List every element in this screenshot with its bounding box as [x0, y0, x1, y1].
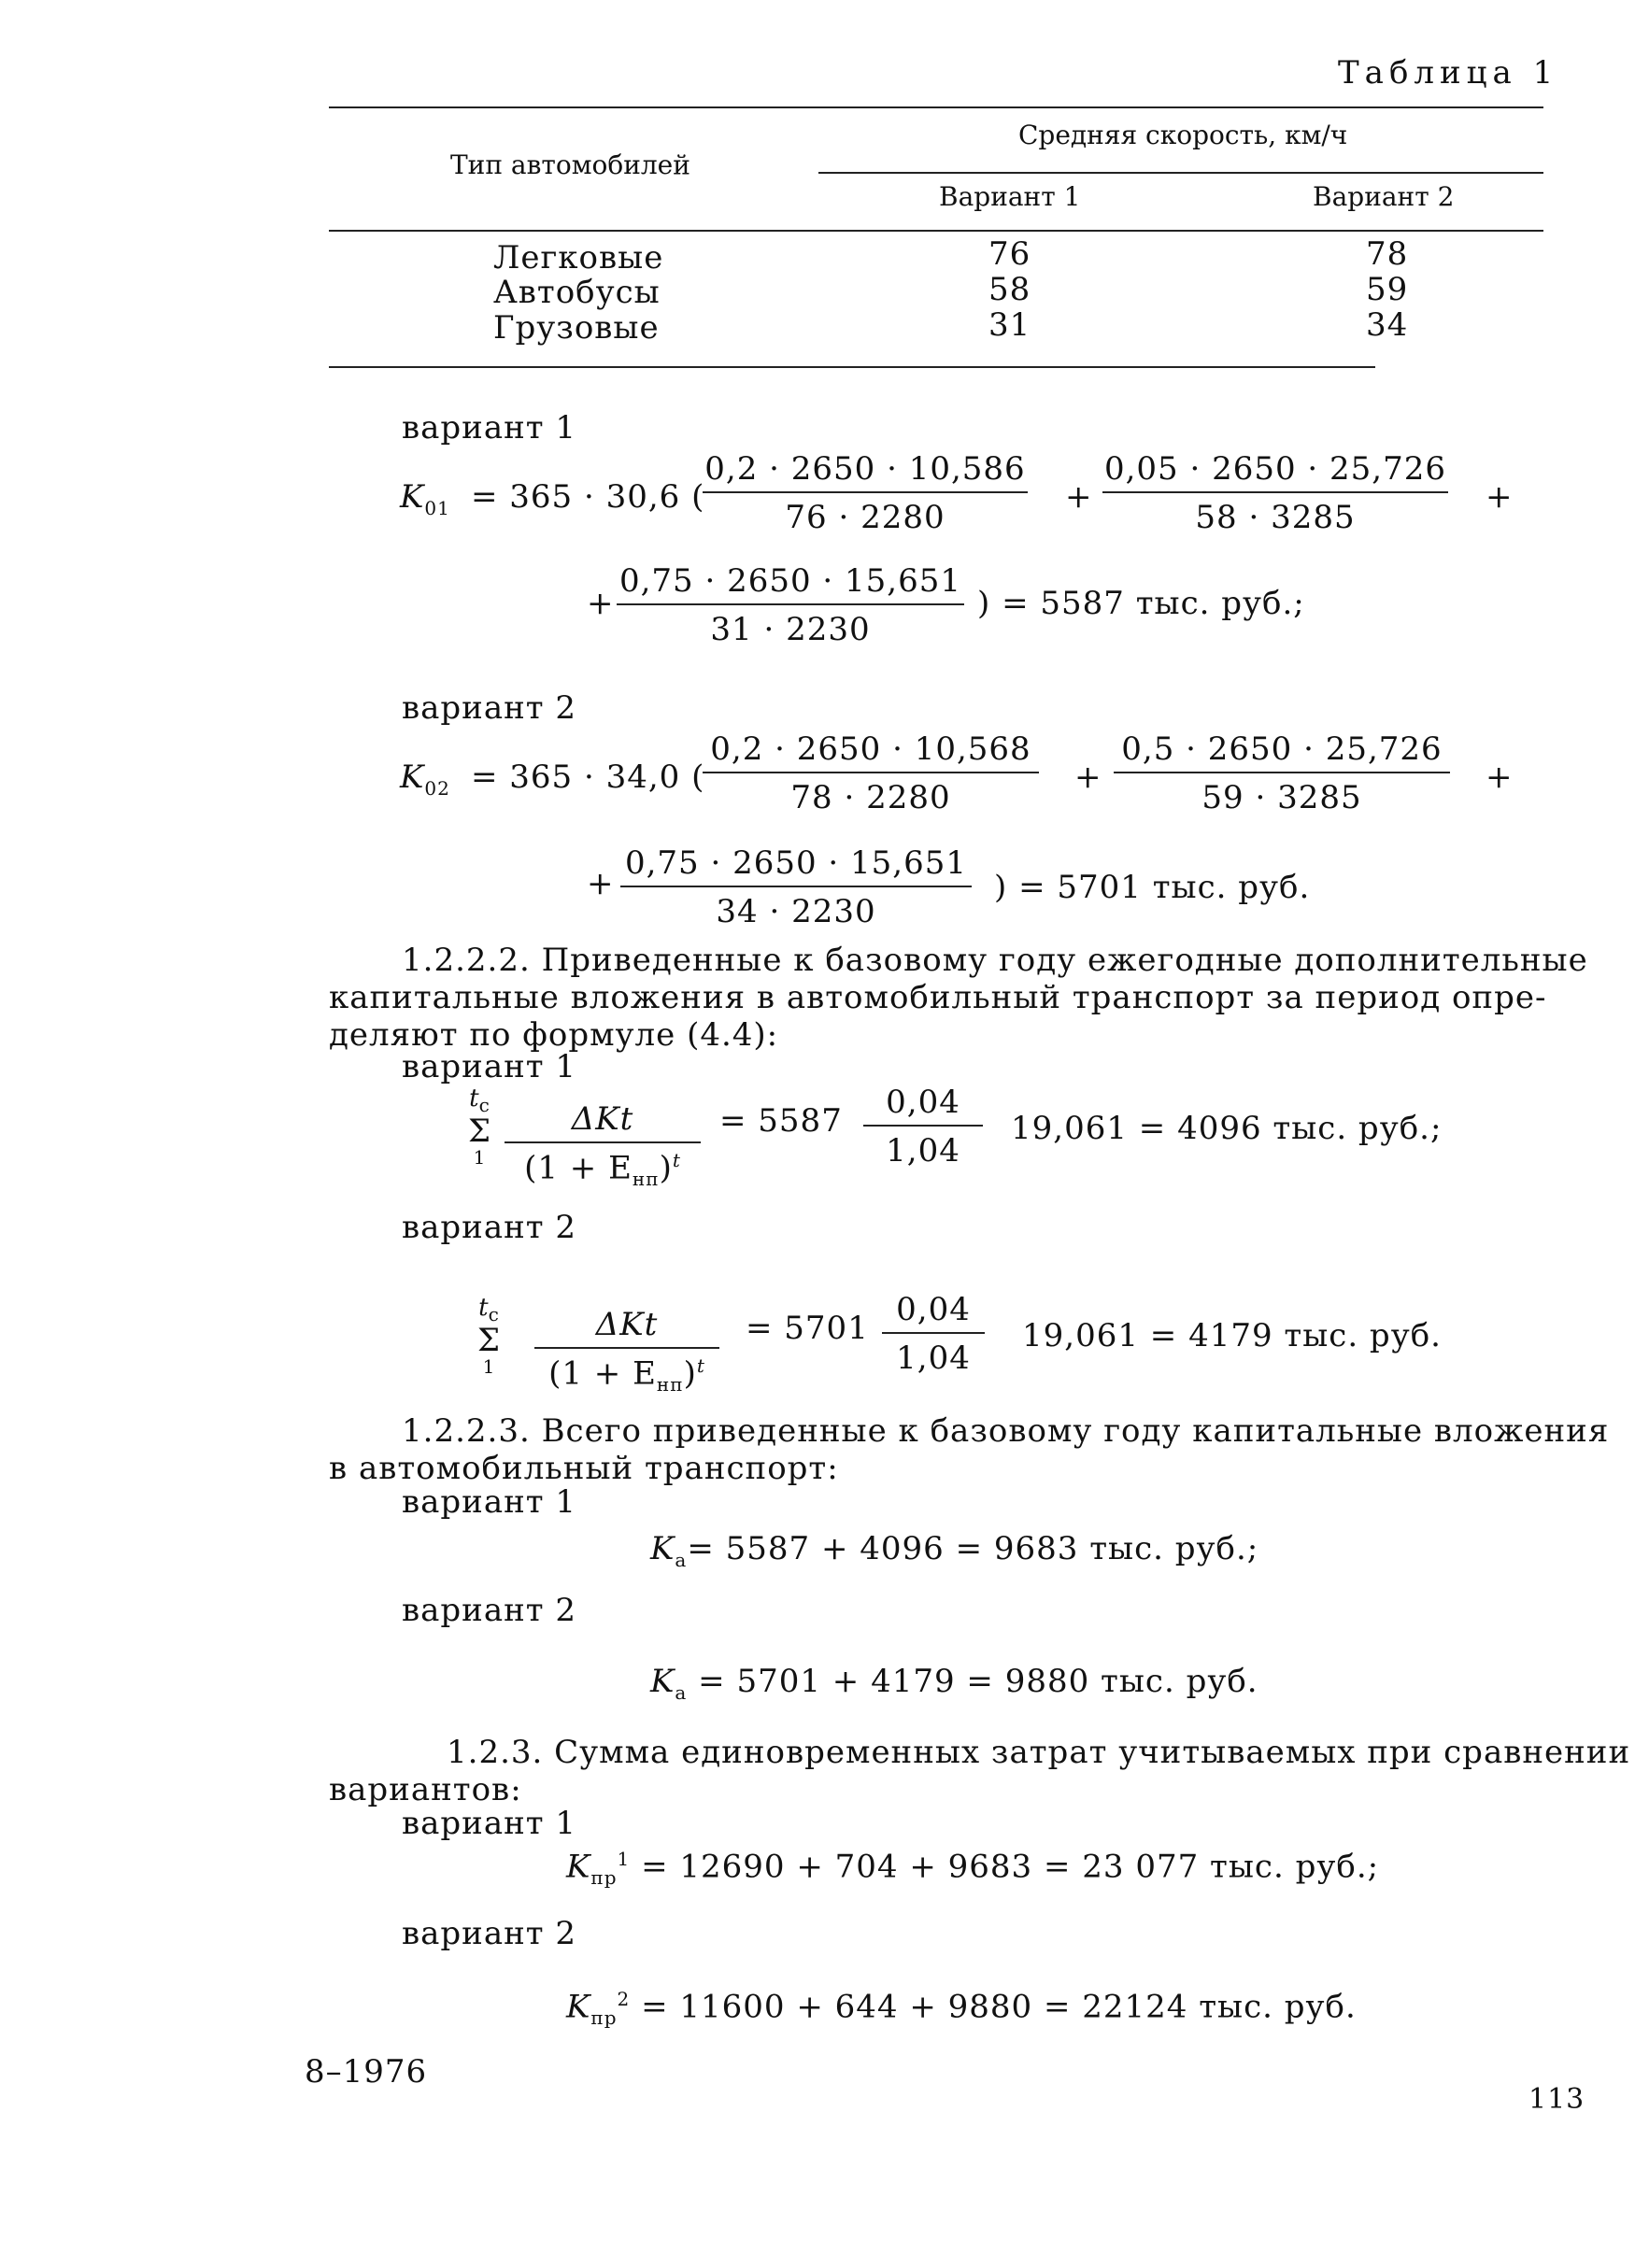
- plus-sign: +: [1065, 478, 1093, 516]
- fraction: [534, 1306, 719, 1396]
- plus-sign: +: [587, 585, 615, 622]
- lhs-superscript: 2: [617, 1988, 631, 2010]
- fraction: [617, 562, 964, 648]
- fraction: [882, 1291, 985, 1377]
- fraction: [703, 730, 1039, 816]
- table-header-rule: [329, 230, 1543, 232]
- table-caption: Таблица 1: [1338, 54, 1559, 92]
- fraction-numerator: 0,05 · 2650 · 25,726: [1103, 450, 1447, 488]
- paragraph-1-2-2-3: [329, 1412, 1610, 1487]
- formula-line: $K_{пр}^2 = 11600 + 644 + 9880 = 22124$ тыс. руб.: [566, 1988, 1357, 2030]
- variant-label: вариант 1: [402, 1048, 577, 1085]
- table-cell-v2: 59: [1366, 271, 1409, 308]
- plus-sign: +: [587, 865, 615, 902]
- variant-label: вариант 2: [402, 689, 577, 727]
- paragraph-line: 1.2.2.3. Всего приведенные к базовому году капитальные вложения: [402, 1412, 1610, 1450]
- formula-result: ) = 5701 тыс. руб.: [994, 869, 1311, 906]
- table-col-type-header: Тип автомобилей: [450, 149, 690, 180]
- table-cell-v1: 76: [988, 235, 1031, 273]
- page-number: 113: [1528, 2083, 1585, 2116]
- fraction-numerator: 0,2 · 2650 · 10,586: [704, 450, 1026, 488]
- formula-line: $K_а = 5701 + 4179 = 9880$ тыс. руб.: [650, 1663, 1258, 1704]
- lhs-subscript: пр: [590, 1866, 618, 1890]
- fraction: [620, 844, 972, 930]
- formula-result: ) = 5587 тыс. руб.;: [977, 585, 1305, 622]
- table-cell-type: Автобусы: [493, 274, 661, 311]
- table-group-rule: [818, 172, 1543, 174]
- fraction: [703, 450, 1028, 536]
- table-col-v2-header: Вариант 2: [1313, 181, 1455, 212]
- table-cell-v1: 58: [988, 271, 1031, 308]
- variant-label: вариант 2: [402, 1592, 577, 1629]
- fraction-numerator: 0,5 · 2650 · 25,726: [1121, 730, 1443, 768]
- variant-label: вариант 2: [402, 1915, 577, 1952]
- variant-label: вариант 1: [402, 1805, 577, 1842]
- fraction-denominator: 31 · 2230: [710, 611, 871, 648]
- lhs-superscript: 1: [617, 1848, 631, 1870]
- formula-lhs: $K_{02}$: [400, 758, 450, 800]
- fraction-numerator: 0,04: [886, 1084, 960, 1121]
- formula-prefix: = 365 · 34,0 (: [471, 758, 705, 796]
- table-cell-type: Грузовые: [493, 309, 660, 347]
- formula-expression: = 12690 + 704 + 9683 = 23 077 тыс. руб.;: [630, 1848, 1380, 1886]
- variant-label: вариант 1: [402, 409, 577, 447]
- variant-label: вариант 1: [402, 1483, 577, 1521]
- fraction-numerator: 0,75 · 2650 · 15,651: [618, 562, 962, 600]
- lhs-subscript: 01: [424, 496, 450, 519]
- fraction-numerator: 0,04: [896, 1291, 971, 1328]
- fraction: [863, 1084, 983, 1169]
- plus-sign: +: [1074, 758, 1102, 796]
- fraction: [505, 1100, 701, 1190]
- table-top-rule: [329, 106, 1543, 108]
- fraction-denominator: $(1 + E_{нп})^t$: [524, 1149, 681, 1191]
- fraction-denominator: 76 · 2280: [785, 499, 945, 536]
- formula-expression: = 11600 + 644 + 9880 = 22124 тыс. руб.: [630, 1988, 1357, 2026]
- fraction-numerator: ΔKt: [571, 1100, 634, 1138]
- formula-result: 19,061 = 4096 тыс. руб.;: [1011, 1110, 1443, 1147]
- paragraph-line: капитальные вложения в автомобильный транспорт за период опре-: [329, 979, 1547, 1016]
- sum-lower-limit: 1: [482, 1355, 495, 1379]
- table-cell-type: Легковые: [493, 239, 664, 276]
- table-col-v1-header: Вариант 1: [939, 181, 1081, 212]
- lhs-subscript: пр: [590, 2006, 618, 2030]
- fraction-denominator: $(1 + E_{нп})^t$: [548, 1354, 705, 1396]
- formula-lhs: $K_{01}$: [400, 478, 450, 519]
- fraction-numerator: ΔKt: [595, 1306, 659, 1343]
- fraction-numerator: 0,75 · 2650 · 15,651: [624, 844, 968, 882]
- formula-expression: = 5701 + 4179 = 9880 тыс. руб.: [687, 1663, 1258, 1700]
- fraction: [1102, 450, 1448, 536]
- formula-expression: = 5587 + 4096 = 9683 тыс. руб.;: [687, 1530, 1259, 1567]
- fraction-denominator: 58 · 3285: [1195, 499, 1356, 536]
- printer-signature: 8–1976: [305, 2053, 428, 2091]
- paragraph-1-2-3: [329, 1734, 1631, 1808]
- fraction-denominator: 78 · 2280: [790, 779, 951, 816]
- paragraph-1-2-2-2: [329, 942, 1588, 1054]
- formula-result: 19,061 = 4179 тыс. руб.: [1022, 1317, 1442, 1354]
- table-cell-v2: 34: [1366, 306, 1409, 344]
- fraction-numerator: 0,2 · 2650 · 10,568: [710, 730, 1031, 768]
- fraction: [1114, 730, 1450, 816]
- paragraph-line: вариантов:: [329, 1771, 522, 1808]
- paragraph-line: 1.2.3. Сумма единовременных затрат учитываемых при сравнении: [447, 1734, 1631, 1771]
- table-cell-v2: 78: [1366, 235, 1409, 273]
- paragraph-line: в автомобильный транспорт:: [329, 1450, 839, 1487]
- sum-lower-limit: 1: [473, 1146, 486, 1169]
- fraction-denominator: 59 · 3285: [1201, 779, 1362, 816]
- formula-line: $K_{пр}^1 = 12690 + 704 + 9683 = 23$ 077 тыс. руб.;: [566, 1848, 1380, 1890]
- plus-sign: +: [1486, 478, 1514, 516]
- formula-line: $K_а= 5587 + 4096 = 9683$ тыс. руб.;: [650, 1530, 1259, 1571]
- formula-prefix: = 365 · 30,6 (: [471, 478, 705, 516]
- summation-sign: $t_с$ Σ 1: [475, 1295, 503, 1380]
- sum-upper-limit: $t_с$: [478, 1294, 499, 1326]
- table-cell-v1: 31: [988, 306, 1031, 344]
- paragraph-line: 1.2.2.2. Приведенные к базовому году ежегодные дополнительные: [402, 942, 1588, 979]
- sum-upper-limit: $t_с$: [469, 1084, 490, 1117]
- table-bottom-rule: [329, 366, 1375, 368]
- variant-label: вариант 2: [402, 1209, 577, 1246]
- summation-sign: $t_с$ Σ 1: [465, 1085, 493, 1170]
- fraction-denominator: 1,04: [886, 1132, 960, 1169]
- table-group-header: Средняя скорость, км/ч: [1018, 120, 1348, 150]
- formula-equals: = 5701: [746, 1310, 869, 1347]
- lhs-subscript: а: [675, 1680, 688, 1704]
- lhs-subscript: 02: [424, 776, 450, 800]
- fraction-denominator: 34 · 2230: [716, 893, 876, 930]
- plus-sign: +: [1486, 758, 1514, 796]
- lhs-subscript: а: [675, 1548, 688, 1571]
- formula-equals: = 5587: [719, 1102, 843, 1140]
- paragraph-line: деляют по формуле (4.4):: [329, 1016, 779, 1054]
- fraction-denominator: 1,04: [896, 1340, 971, 1377]
